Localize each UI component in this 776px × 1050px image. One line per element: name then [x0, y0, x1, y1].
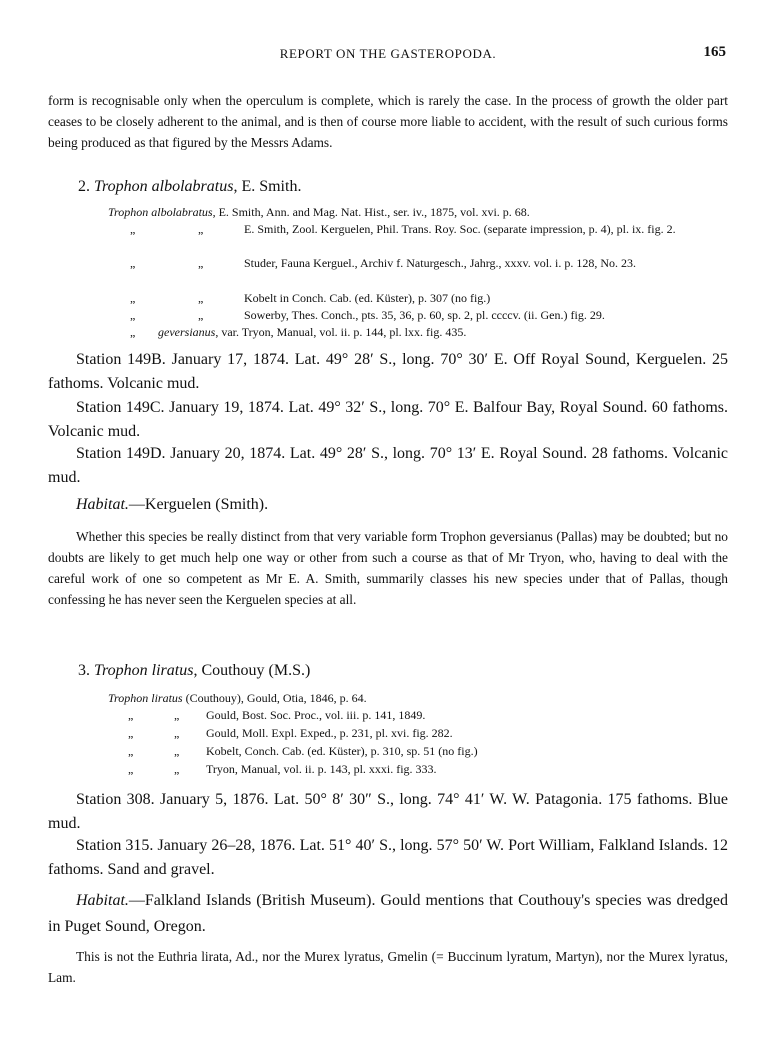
ditto-mark: „ [174, 762, 180, 776]
species-author: , Couthouy (M.S.) [193, 662, 311, 679]
species-name: Trophon albolabratus [94, 178, 234, 195]
remarks-paragraph: Whether this species be really distinct from that very variable form Trophon geversianus (Pallas) may be doubted; but no doubts are likely to get much help one way or other from such a course as that of Mr Tryon, who, having to deal with the careful work of one so competent as Mr E. A. Smith, summarily classes his new species under that of Pallas, though confessing he has never seen the Kerguelen species at all. [48, 529, 728, 607]
species-number: 3. [78, 662, 90, 679]
habitat-line [76, 496, 268, 514]
station-record: Station 149D. January 20, 1874. Lat. 49° 28′ S., long. 70° 13′ E. Royal Sound. 28 fathoms. Volcanic mud. [48, 445, 728, 486]
synonym-reference: Gould, Moll. Expl. Exped., p. 231, pl. xvi. fig. 282. [206, 726, 453, 740]
station-record: Station 149B. January 17, 1874. Lat. 49° 28′ S., long. 70° 30′ E. Off Royal Sound, Kerguelen. 25 fathoms. Volcanic mud. [48, 351, 728, 392]
ditto-mark: „ [128, 708, 134, 722]
ditto-mark: „ [130, 308, 136, 322]
synonym-reference: Kobelt, Conch. Cab. (ed. Küster), p. 310, sp. 51 (no fig.) [206, 744, 478, 758]
synonym-reference: Tryon, Manual, vol. ii. p. 143, pl. xxxi. fig. 333. [206, 762, 437, 776]
ditto-mark: „ [130, 325, 136, 339]
synonym-reference: Gould, Bost. Soc. Proc., vol. iii. p. 141, 1849. [206, 708, 426, 722]
ditto-mark: „ [198, 308, 204, 322]
synonym-reference [158, 324, 730, 341]
synonym-name: Trophon albolabratus [108, 205, 213, 219]
ditto-mark: „ [174, 726, 180, 740]
habitat-paragraph [48, 888, 728, 940]
ditto-mark: „ [198, 222, 204, 236]
synonymy-row [108, 707, 728, 724]
species-author: , E. Smith. [233, 178, 302, 195]
synonym-reference: Studer, Fauna Kerguel., Archiv f. Naturgesch., Jahrg., xxxv. vol. i. p. 128, No. 23. [244, 256, 637, 270]
ditto-mark: „ [198, 291, 204, 305]
habitat-label: Habitat. [76, 892, 129, 909]
synonym-reference: (Couthouy), Gould, Otia, 1846, p. 64. [182, 691, 367, 705]
remarks-paragraph: This is not the Euthria lirata, Ad., nor the Murex lyratus, Gmelin (= Buccinum lyratum, Martyn), nor the Murex lyratus, Lam. [48, 949, 728, 985]
synonymy-first-line [108, 690, 728, 707]
running-head: REPORT ON THE GASTEROPODA. [279, 46, 497, 61]
intro-paragraph: form is recognisable only when the operculum is complete, which is rarely the case. In the process of growth the older part ceases to be closely adherent to the animal, and is then of course more liable to accident, with the result of such curious forms being produced as that figured by the Messrs Adams. [48, 93, 728, 150]
synonymy-row [108, 255, 728, 289]
station-record: Station 149C. January 19, 1874. Lat. 49° 32′ S., long. 70° E. Balfour Bay, Royal Sound. 60 fathoms. Volcanic mud. [48, 399, 728, 440]
synonym-name: Trophon liratus [108, 691, 183, 705]
synonymy-row [108, 743, 728, 760]
synonymy-row [108, 761, 728, 778]
habitat-text: —Kerguelen (Smith). [128, 496, 269, 513]
species-number: 2. [78, 178, 90, 195]
synonymy-row [108, 221, 728, 255]
synonymy-row [108, 725, 728, 742]
synonymy-first-line [108, 204, 728, 221]
synonymy-row [108, 324, 728, 341]
habitat-label: Habitat. [76, 496, 129, 513]
ditto-mark: „ [174, 708, 180, 722]
station-record: Station 315. January 26–28, 1876. Lat. 51° 40′ S., long. 57° 50′ W. Port William, Falkland Islands. 12 fathoms. Sand and gravel. [48, 837, 728, 878]
synonymy-row [108, 290, 728, 307]
species-heading [78, 662, 310, 680]
habitat-text: —Falkland Islands (British Museum). Gould mentions that Couthouy's species was dredged in Puget Sound, Oregon. [48, 892, 728, 935]
ditto-mark: „ [128, 762, 134, 776]
ditto-mark: „ [130, 222, 136, 236]
species-heading [78, 178, 301, 196]
synonym-citation: , var. Tryon, Manual, vol. ii. p. 144, pl. lxx. fig. 435. [215, 325, 467, 339]
synonym-name: geversianus [158, 325, 216, 339]
synonym-reference: Kobelt in Conch. Cab. (ed. Küster), p. 307 (no fig.) [244, 291, 491, 305]
ditto-mark: „ [128, 726, 134, 740]
ditto-mark: „ [198, 256, 204, 270]
species-name: Trophon liratus [94, 662, 194, 679]
station-record: Station 308. January 5, 1876. Lat. 50° 8′ 30″ S., long. 74° 41′ W. W. Patagonia. 175 fathoms. Blue mud. [48, 791, 728, 832]
ditto-mark: „ [128, 744, 134, 758]
page-number: 165 [703, 44, 726, 60]
ditto-mark: „ [174, 744, 180, 758]
ditto-mark: „ [130, 291, 136, 305]
synonym-reference: , E. Smith, Ann. and Mag. Nat. Hist., ser. iv., 1875, vol. xvi. p. 68. [212, 205, 530, 219]
synonym-reference: E. Smith, Zool. Kerguelen, Phil. Trans. Roy. Soc. (separate impression, p. 4), pl. ix. fig. 2. [244, 222, 676, 236]
ditto-mark: „ [130, 256, 136, 270]
synonym-reference: Sowerby, Thes. Conch., pts. 35, 36, p. 60, sp. 2, pl. ccccv. (ii. Gen.) fig. 29. [244, 308, 605, 322]
synonymy-row [108, 307, 728, 324]
